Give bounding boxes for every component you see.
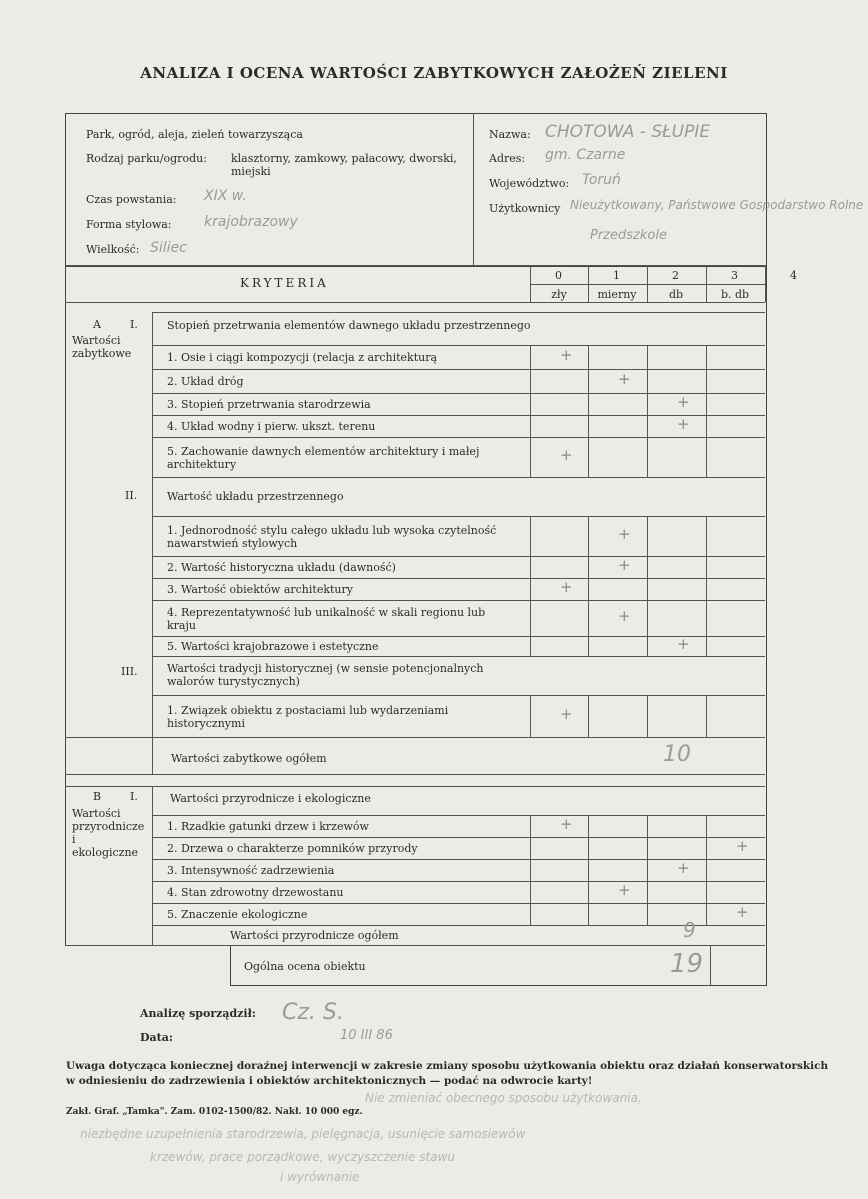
a2-row-2: 2. Wartość historyczna układu (dawność) — [167, 561, 396, 574]
note-line-3: krzewów, prace porządkowe, wyczyszczenie stawu — [150, 1150, 455, 1164]
score-mark: + — [618, 881, 631, 899]
woj-label: Województwo: — [489, 177, 570, 190]
b1-row-1: 1. Rzadkie gatunki drzew i krzewów — [167, 820, 369, 833]
section-a-name: Wartości zabytkowe — [72, 334, 132, 360]
nazwa-value: CHOTOWA - SŁUPIE — [545, 122, 711, 142]
score-mark: + — [560, 346, 573, 364]
section-a-roman3: III. — [121, 665, 138, 678]
section-b-group-title: Wartości przyrodnicze i ekologiczne — [170, 792, 371, 805]
score-name-2: db — [668, 288, 684, 301]
forma-value: krajobrazowy — [204, 214, 298, 230]
forma-label: Forma stylowa: — [86, 218, 172, 231]
group1-title: Stopień przetrwania elementów dawnego układu przestrzennego — [167, 319, 531, 332]
score-mark: + — [677, 415, 690, 433]
a2-row-1: 1. Jednorodność stylu całego układu lub wysoka czytelność nawarstwień stylowych — [167, 524, 497, 550]
group3-title: Wartości tradycji historycznej (w sensie potencjonalnych walorów turystycznych) — [167, 662, 484, 688]
a2-row-5: 5. Wartości krajobrazowe i estetyczne — [167, 640, 379, 653]
score-mark: + — [677, 635, 690, 653]
score-name-1: mierny — [597, 288, 637, 301]
a1-row-2: 2. Układ dróg — [167, 375, 244, 388]
b1-row-5: 5. Znaczenie ekologiczne — [167, 908, 308, 921]
date-label: Data: — [140, 1031, 173, 1044]
nazwa-label: Nazwa: — [489, 128, 531, 141]
score-mark: + — [560, 578, 573, 596]
score-name-0: zły — [551, 288, 567, 301]
score-num-4: 4 — [790, 269, 797, 282]
group2-title: Wartość układu przestrzennego — [167, 490, 344, 503]
adres-label: Adres: — [489, 152, 526, 165]
score-mark: + — [677, 859, 690, 877]
czas-value: XIX w. — [204, 188, 247, 204]
section-b-letter: B — [93, 790, 102, 803]
criteria-label: KRYTERIA — [240, 276, 329, 290]
czas-label: Czas powstania: — [86, 193, 177, 206]
score-mark: + — [736, 903, 749, 921]
note-line-4: i wyrównanie — [280, 1170, 360, 1184]
score-mark: + — [618, 607, 631, 625]
a1-row-1: 1. Osie i ciągi kompozycji (relacja z architekturą — [167, 351, 438, 364]
score-mark: + — [560, 446, 573, 464]
b1-row-4: 4. Stan zdrowotny drzewostanu — [167, 886, 344, 899]
score-mark: + — [560, 815, 573, 833]
uzyt-value: Nieużytkowany, Państwowe Gospodarstwo Rolne — [570, 198, 864, 212]
score-mark: + — [677, 393, 690, 411]
score-mark: + — [736, 837, 749, 855]
analysed-label: Analizę sporządził: — [140, 1007, 256, 1020]
score-mark: + — [618, 370, 631, 388]
overall-label: Ogólna ocena obiektu — [244, 960, 366, 973]
a1-row-3: 3. Stopień przetrwania starodrzewia — [167, 398, 371, 411]
adres-value: gm. Czarne — [545, 147, 626, 163]
page-title: ANALIZA I OCENA WARTOŚCI ZABYTKOWYCH ZAŁOŻEŃ ZIELENI — [140, 64, 728, 82]
section-b-total-value: 9 — [683, 918, 696, 942]
woj-value: Toruń — [582, 172, 621, 188]
printer-note: Zakł. Graf. „Tamka". Zam. 0102-1500/82. Nakł. 10 000 egz. — [66, 1107, 363, 1117]
a1-row-5: 5. Zachowanie dawnych elementów architektury i małej architektury — [167, 445, 480, 471]
a3-row-1: 1. Związek obiektu z postaciami lub wydarzeniami historycznymi — [167, 704, 449, 730]
a1-row-4: 4. Układ wodny i pierw. ukszt. terenu — [167, 420, 376, 433]
section-b-name: Wartości przyrodnicze i ekologiczne — [72, 807, 145, 859]
section-b-total-label: Wartości przyrodnicze ogółem — [230, 929, 399, 942]
uzyt-value-2: Przedszkole — [590, 228, 667, 243]
analysed-value: Cz. S. — [282, 1000, 344, 1025]
section-a-total-label: Wartości zabytkowe ogółem — [171, 752, 327, 765]
a2-row-3: 3. Wartość obiektów architektury — [167, 583, 353, 596]
rodzaj-label: Rodzaj parku/ogrodu: — [86, 152, 207, 165]
section-b-roman1: I. — [130, 790, 138, 803]
a2-row-4: 4. Reprezentatywność lub unikalność w skali regionu lub kraju — [167, 606, 486, 632]
score-name-3: b. db — [720, 288, 750, 301]
score-mark: + — [618, 525, 631, 543]
b1-row-2: 2. Drzewa o charakterze pomników przyrody — [167, 842, 418, 855]
wielkosc-value: Siliec — [150, 240, 187, 256]
score-num-2: 2 — [672, 269, 679, 282]
warning-text: Uwaga dotycząca koniecznej doraźnej interwencji w zakresie zmiany sposobu użytkowania obiektu oraz działań konserwatorskich w odniesieniu do zadrzewienia i obiektów architektonicznych — podać na odwrocie karty! — [66, 1060, 829, 1087]
section-a-total-value: 10 — [663, 742, 691, 767]
section-a-letter: A — [93, 318, 101, 331]
score-num-0: 0 — [555, 269, 562, 282]
section-a-roman2: II. — [125, 489, 138, 502]
score-mark: + — [618, 556, 631, 574]
score-num-3: 3 — [731, 269, 738, 282]
park-label: Park, ogród, aleja, zieleń towarzysząca — [86, 128, 303, 141]
note-line-1: Nie zmieniać obecnego sposobu użytkowania, — [365, 1091, 642, 1105]
score-num-1: 1 — [613, 269, 620, 282]
overall-value: 19 — [670, 949, 704, 979]
date-value: 10 III 86 — [340, 1028, 393, 1043]
wielkosc-label: Wielkość: — [86, 243, 140, 256]
score-mark: + — [560, 705, 573, 723]
rodzaj-options: klasztorny, zamkowy, pałacowy, dworski, miejski — [231, 152, 457, 178]
note-line-2: niezbędne uzupełnienia starodrzewia, pielęgnacja, usunięcie samosiewów — [80, 1127, 526, 1141]
b1-row-3: 3. Intensywność zadrzewienia — [167, 864, 335, 877]
uzyt-label: Użytkownicy — [489, 202, 561, 215]
section-a-roman1: I. — [130, 318, 138, 331]
